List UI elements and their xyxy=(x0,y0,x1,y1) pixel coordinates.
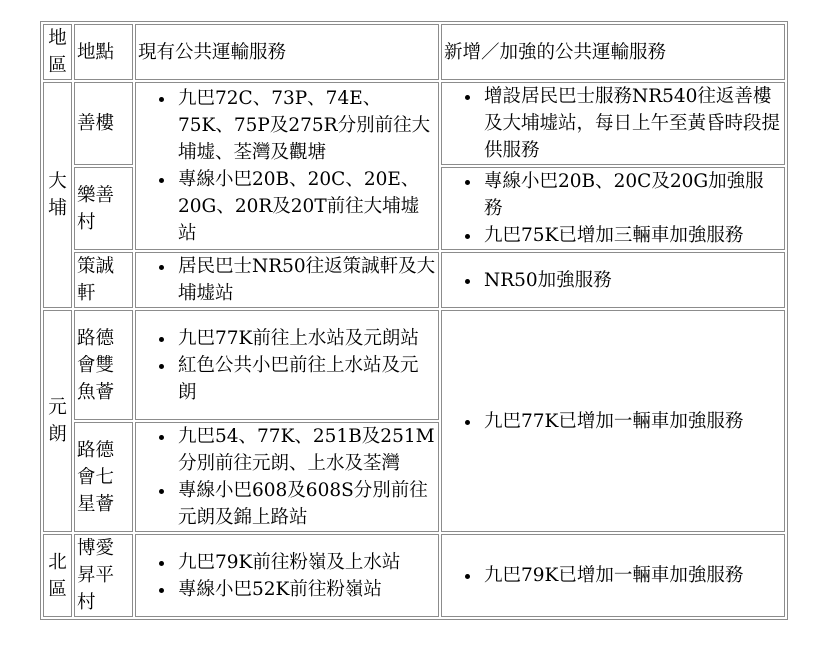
new-services-cell xyxy=(441,534,785,617)
new-services-cell xyxy=(441,310,785,532)
existing-services-list xyxy=(138,325,436,406)
new-services-list xyxy=(444,408,782,435)
new-services-list xyxy=(444,83,782,164)
existing-services-cell xyxy=(135,310,439,420)
existing-services-cell xyxy=(135,422,439,532)
new-services-list xyxy=(444,168,782,249)
district-cell-yuen-long: 元朗 xyxy=(43,310,72,532)
new-services-cell xyxy=(441,167,785,250)
existing-services-list xyxy=(138,85,436,247)
location-cell: 善樓 xyxy=(74,82,133,165)
header-district: 地區 xyxy=(43,24,72,80)
new-services-cell xyxy=(441,82,785,165)
new-services-cell xyxy=(441,252,785,308)
header-new-services: 新增／加強的公共運輸服務 xyxy=(441,24,785,80)
new-services-list xyxy=(444,562,782,589)
existing-services-list xyxy=(138,253,436,307)
existing-services-list xyxy=(138,549,436,603)
list-item: • 九巴77K前往上水站及元朗站 xyxy=(176,325,436,352)
list-item: • 專線小巴52K前往粉嶺站 xyxy=(176,576,436,603)
existing-services-cell xyxy=(135,82,439,250)
list-item: • 專線小巴20B、20C、20E、20G、20R及20T前往大埔墟站 xyxy=(176,166,436,247)
location-cell: 博愛昇平村 xyxy=(74,534,133,617)
list-item: • 專線小巴20B、20C及20G加強服務 xyxy=(482,168,782,222)
list-item: • 增設居民巴士服務NR540往返善樓及大埔墟站，每日上午至黃昏時段提供服務 xyxy=(482,83,782,164)
list-item: • 九巴75K已增加三輛車加強服務 xyxy=(482,222,782,249)
list-item: • 九巴79K前往粉嶺及上水站 xyxy=(176,549,436,576)
list-item: • NR50加強服務 xyxy=(482,267,782,294)
district-cell-tai-po: 大埔 xyxy=(43,82,72,308)
location-cell: 樂善村 xyxy=(74,167,133,250)
list-item: • 九巴79K已增加一輛車加強服務 xyxy=(482,562,782,589)
existing-services-cell xyxy=(135,534,439,617)
location-cell: 路德會雙魚薈 xyxy=(74,310,133,420)
existing-services-list xyxy=(138,423,436,531)
table-row xyxy=(43,534,785,617)
new-services-list xyxy=(444,267,782,294)
header-location: 地點 xyxy=(74,24,133,80)
table-row xyxy=(43,310,785,420)
list-item: • 紅色公共小巴前往上水站及元朗 xyxy=(176,352,436,406)
list-item: • 專線小巴608及608S分別前往元朗及錦上路站 xyxy=(176,477,436,531)
location-cell: 策誠軒 xyxy=(74,252,133,308)
table-row xyxy=(43,252,785,308)
existing-services-cell xyxy=(135,252,439,308)
table-header-row xyxy=(43,24,785,80)
list-item: • 九巴72C、73P、74E、75K、75P及275R分別前往大埔墟、荃灣及觀塘 xyxy=(176,85,436,166)
district-cell-north: 北區 xyxy=(43,534,72,617)
list-item: • 九巴77K已增加一輛車加強服務 xyxy=(482,408,782,435)
list-item: • 九巴54、77K、251B及251M分別前往元朗、上水及荃灣 xyxy=(176,423,436,477)
table-row xyxy=(43,82,785,165)
header-existing-services: 現有公共運輸服務 xyxy=(135,24,439,80)
location-cell: 路德會七星薈 xyxy=(74,422,133,532)
list-item: • 居民巴士NR50往返策誠軒及大埔墟站 xyxy=(176,253,436,307)
transport-services-table xyxy=(40,21,788,620)
